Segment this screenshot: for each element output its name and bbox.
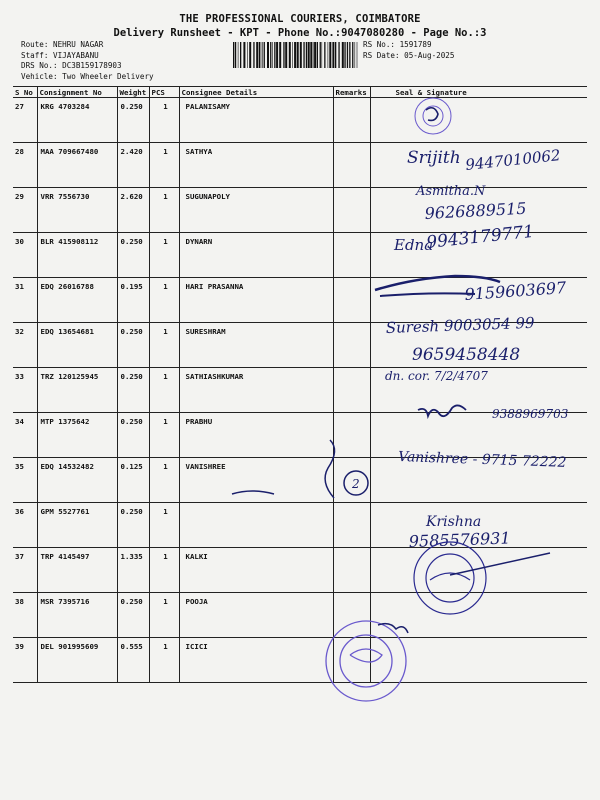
drs-label: DRS No.: DC3B159178903: [21, 61, 122, 70]
cell-sno: 33: [13, 368, 37, 413]
cell-sno: 34: [13, 413, 37, 458]
cell-remarks: [333, 143, 370, 188]
cell-weight: 0.555: [117, 638, 149, 683]
cell-consignee: VANISHREE: [179, 458, 333, 503]
route-label: Route: NEHRU NAGAR: [21, 40, 104, 49]
cell-consignee: DYNARN: [179, 233, 333, 278]
cell-consignee: PRABHU: [179, 413, 333, 458]
cell-weight: 0.250: [117, 593, 149, 638]
rs-number: RS No.: 1591789: [363, 40, 432, 49]
cell-consignment-no: KRG 4703284: [37, 98, 117, 143]
cell-sno: 30: [13, 233, 37, 278]
hw-r30-name: Edna: [394, 236, 434, 254]
cell-remarks: [333, 323, 370, 368]
cell-remarks: [333, 98, 370, 143]
rs-date: RS Date: 05-Aug-2025: [363, 50, 455, 60]
cell-seal-signature: [370, 368, 587, 413]
cell-weight: 0.195: [117, 278, 149, 323]
cell-seal-signature: [370, 323, 587, 368]
delivery-table: [13, 86, 587, 683]
cell-weight: 1.335: [117, 548, 149, 593]
cell-consignment-no: TRP 4145497: [37, 548, 117, 593]
cell-consignee: SATHYA: [179, 143, 333, 188]
table-row: [13, 413, 587, 458]
cell-weight: 0.125: [117, 458, 149, 503]
barcode-image: [233, 42, 358, 68]
cell-consignee: SURESHRAM: [179, 323, 333, 368]
company-title: THE PROFESSIONAL COURIERS, COIMBATORE: [179, 13, 421, 25]
cell-pcs: 1: [149, 548, 179, 593]
cell-weight: 0.250: [117, 368, 149, 413]
table-row: [13, 233, 587, 278]
hw-r33-phone: 9659458448: [412, 345, 521, 365]
cell-consignee: POOJA: [179, 593, 333, 638]
cell-consignee: SUGUNAPOLY: [179, 188, 333, 233]
cell-sno: 38: [13, 593, 37, 638]
hw-r37-name: Krishna: [426, 514, 482, 530]
hw-r28-phone: 9447010062: [464, 146, 562, 174]
cell-weight: 0.250: [117, 323, 149, 368]
col-seal-signature: Seal & Signature: [370, 87, 587, 98]
cell-sno: 29: [13, 188, 37, 233]
cell-pcs: 1: [149, 638, 179, 683]
col-sno: S No: [13, 87, 37, 98]
cell-pcs: 1: [149, 503, 179, 548]
cell-remarks: [333, 278, 370, 323]
cell-remarks: [333, 188, 370, 233]
cell-sno: 27: [13, 98, 37, 143]
cell-consignment-no: MTP 1375642: [37, 413, 117, 458]
col-consignment: Consignment No: [37, 87, 117, 98]
hw-r32-sign: Suresh 9003054 99: [385, 313, 535, 337]
runsheet-meta-left: [21, 40, 154, 82]
cell-seal-signature: [370, 638, 587, 683]
cell-consignment-no: EDQ 13654681: [37, 323, 117, 368]
cell-sno: 39: [13, 638, 37, 683]
table-row: [13, 188, 587, 233]
cell-consignment-no: EDQ 14532482: [37, 458, 117, 503]
cell-consignee: [179, 503, 333, 548]
hw-r35-sign: Vanishree - 9715 72222: [397, 449, 567, 471]
cell-pcs: 1: [149, 458, 179, 503]
cell-seal-signature: [370, 233, 587, 278]
cell-remarks: [333, 233, 370, 278]
hw-r29-phone: 9626889515: [424, 198, 527, 223]
cell-pcs: 1: [149, 368, 179, 413]
cell-remarks: [333, 593, 370, 638]
cell-remarks: [333, 368, 370, 413]
cell-consignee: ICICI: [179, 638, 333, 683]
cell-remarks: [333, 638, 370, 683]
hw-r28-name: Srijith: [407, 148, 461, 168]
cell-seal-signature: [370, 188, 587, 233]
vehicle-label: Vehicle: Two Wheeler Delivery: [21, 71, 154, 81]
runsheet-meta-right: [363, 40, 454, 61]
cell-sno: 32: [13, 323, 37, 368]
hw-r36-number: 2: [352, 477, 360, 491]
cell-consignment-no: EDQ 26016788: [37, 278, 117, 323]
cell-consignee: KALKI: [179, 548, 333, 593]
cell-seal-signature: [370, 503, 587, 548]
table-row: [13, 638, 587, 683]
cell-sno: 31: [13, 278, 37, 323]
cell-consignee: PALANISAMY: [179, 98, 333, 143]
hw-r37-phone: 9585576931: [408, 528, 511, 551]
cell-remarks: [333, 548, 370, 593]
runsheet-subtitle: Delivery Runsheet - KPT - Phone No.:9047080280 - Page No.:3: [113, 27, 487, 39]
table-row: [13, 593, 587, 638]
hw-r29-name: Asmitha.N: [416, 184, 486, 199]
cell-consignee: SATHIASHKUMAR: [179, 368, 333, 413]
hw-r33-note: dn. cor. 7/2/4707: [385, 369, 488, 383]
cell-consignment-no: MAA 709667480: [37, 143, 117, 188]
cell-consignment-no: VRR 7556730: [37, 188, 117, 233]
table-row: [13, 503, 587, 548]
table-row: [13, 143, 587, 188]
table-row: [13, 323, 587, 368]
cell-remarks: [333, 413, 370, 458]
cell-weight: 0.250: [117, 413, 149, 458]
col-consignee: Consignee Details: [179, 87, 333, 98]
table-row: [13, 548, 587, 593]
cell-pcs: 1: [149, 98, 179, 143]
cell-seal-signature: [370, 548, 587, 593]
cell-pcs: 1: [149, 278, 179, 323]
cell-sno: 36: [13, 503, 37, 548]
cell-weight: 0.250: [117, 503, 149, 548]
hw-r34-phone: 9388969703: [492, 407, 569, 421]
hw-r30-phone: 9943179771: [425, 221, 536, 253]
cell-pcs: 1: [149, 593, 179, 638]
table-row: [13, 368, 587, 413]
col-pcs: PCS: [149, 87, 179, 98]
cell-seal-signature: [370, 143, 587, 188]
cell-weight: 0.250: [117, 233, 149, 278]
cell-seal-signature: [370, 278, 587, 323]
cell-pcs: 1: [149, 143, 179, 188]
cell-seal-signature: [370, 458, 587, 503]
cell-consignee: HARI PRASANNA: [179, 278, 333, 323]
table-row: [13, 278, 587, 323]
cell-weight: 2.620: [117, 188, 149, 233]
cell-pcs: 1: [149, 188, 179, 233]
cell-consignment-no: DEL 901995609: [37, 638, 117, 683]
cell-sno: 35: [13, 458, 37, 503]
cell-weight: 0.250: [117, 98, 149, 143]
cell-seal-signature: [370, 98, 587, 143]
cell-remarks: [333, 503, 370, 548]
col-weight: Weight: [117, 87, 149, 98]
staff-label: Staff: VIJAYABANU: [21, 50, 99, 60]
cell-sno: 28: [13, 143, 37, 188]
table-header-row: [13, 87, 587, 98]
cell-sno: 37: [13, 548, 37, 593]
cell-consignment-no: BLR 415908112: [37, 233, 117, 278]
cell-pcs: 1: [149, 233, 179, 278]
cell-consignment-no: MSR 7395716: [37, 593, 117, 638]
cell-pcs: 1: [149, 323, 179, 368]
table-row: [13, 458, 587, 503]
col-remarks: Remarks: [333, 87, 370, 98]
cell-weight: 2.420: [117, 143, 149, 188]
cell-pcs: 1: [149, 413, 179, 458]
cell-remarks: [333, 458, 370, 503]
cell-consignment-no: TRZ 120125945: [37, 368, 117, 413]
table-row: [13, 98, 587, 143]
hw-r31-phone: 9159603697: [463, 277, 567, 304]
cell-seal-signature: [370, 593, 587, 638]
cell-consignment-no: GPM 5527761: [37, 503, 117, 548]
cell-seal-signature: [370, 413, 587, 458]
